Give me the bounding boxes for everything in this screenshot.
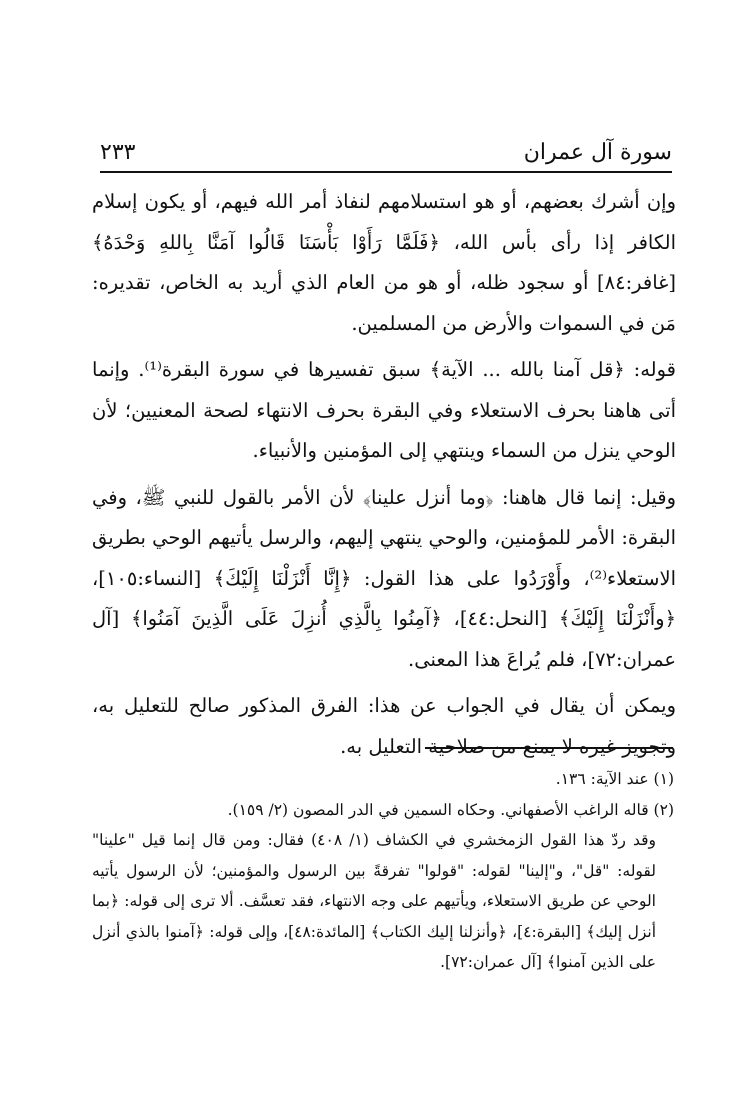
footnote-2-continuation: وقد ردّ هذا القول الزمخشري في الكشاف (١/ ٤٠٨) فقال: ومن قال إنما قيل "علينا" لقوله: "قل"، و"إلينا" لقوله: "قولوا" تفرقةً بين الرسول والمؤمنين؛ لأن الرسول يأتيه الوحي عن طريق الاستعلاء، ويأتيهم على وجه الانتهاء، فقد تعسَّف. ألا ترى إلى قوله: ﴿بما أنزل إليك﴾ [البقرة:٤]، ﴿وأنزلنا إليك الكتاب﴾ [المائدة:٤٨]، وإلى قوله: ﴿آمنوا بالذي أنزل على الذين آمنوا﴾ [آل عمران:٧٢]. [92,831,657,971]
paragraph: وقيل: إنما قال هاهنا: ﴿وما أنزل علينا﴾ لأن الأمر بالقول للنبي ﷺ، وفي البقرة: الأمر للمؤمنين، والوحي ينتهي إليهم، والرسل يأتيهم الوحي بطريق الاستعلاء⁽²⁾، وأَوْرَدُوا على هذا القول: ﴿إِنَّا أَنْزَلْنَا إِلَيْكَ﴾ [النساء:١٠٥]، ﴿وأَنْزَلْنَا إِلَيْكَ﴾ [النحل:٤٤]، ﴿آمِنُوا بِالَّذِي أُنزِلَ عَلَى الَّذِينَ آمَنُوا﴾ [آل عمران:٧٢]، فلم يُراعَ هذا المعنى. [92,485,676,671]
main-text [92,182,676,767]
header-rule [100,171,672,173]
surah-title: سورة آل عمران [523,140,672,165]
paragraph: ويمكن أن يقال في الجواب عن هذا: الفرق المذكور صالح للتعليل به، وتجويز غيره لا يمنع من صلاحية التعليل به. [92,694,676,758]
paragraph: وإن أشرك بعضهم، أو هو استسلامهم لنفاذ أمر الله فيهم، أو يكون إسلام الكافر إذا رأى بأس الله، ﴿فَلَمَّا رَأَوْا بَأْسَنَا قَالُوا آمَنَّا بِاللهِ وَحْدَهُ﴾ [غافر:٨٤] أو سجود ظله، أو هو من العام الذي أريد به الخاص، تقديره: مَن في السموات والأرض من المسلمين. [92,190,676,335]
footnotes [92,764,674,978]
page-number: ٢٣٣ [100,140,136,165]
footnote-1: (١) عند الآية: ١٣٦. [555,770,674,788]
paragraph: قوله: ﴿قل آمنا بالله ... الآية﴾ سبق تفسيرها في سورة البقرة⁽¹⁾. وإنما أتى هاهنا بحرف الاستعلاء وفي البقرة بحرف الانتهاء لصحة المعنيين؛ لأن الوحي ينزل من السماء وينتهي إلى المؤمنين والأنبياء. [92,358,676,462]
page-header [100,138,672,174]
footnote-separator [425,747,673,749]
footnote-2: (٢) قاله الراغب الأصفهاني. وحكاه السمين في الدر المصون (٢/ ١٥٩). [227,800,674,819]
